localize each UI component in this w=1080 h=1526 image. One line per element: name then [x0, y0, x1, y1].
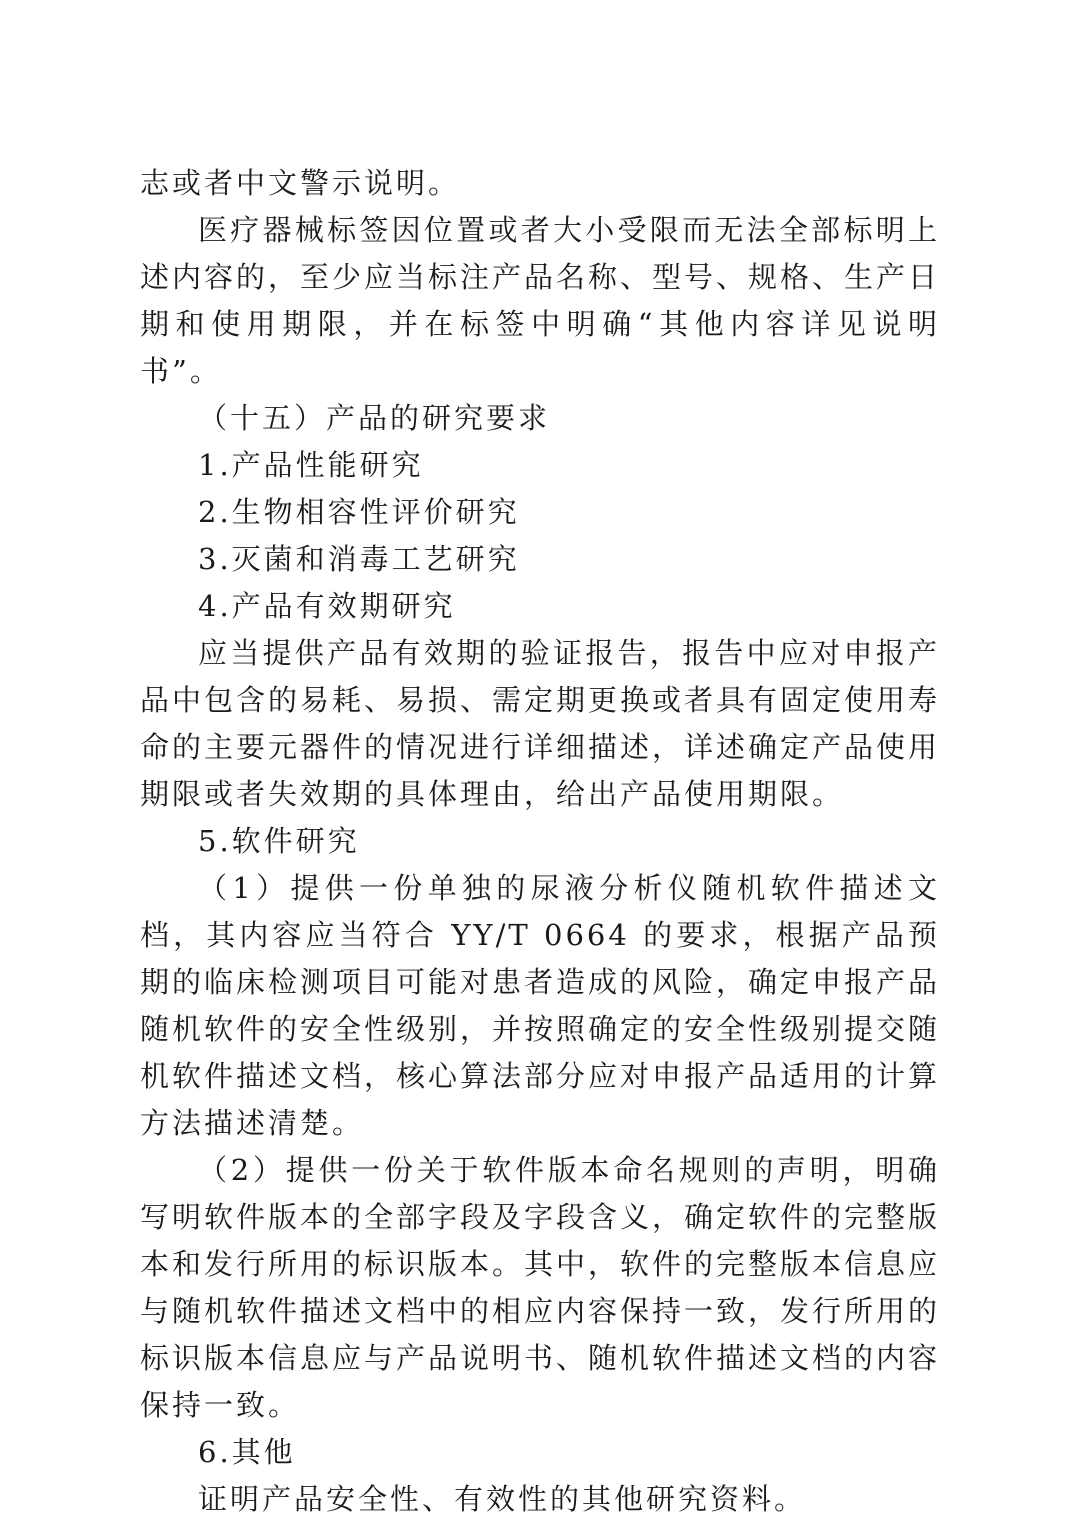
subheading-other: 6.其他 [198, 1435, 296, 1469]
subheading-biocompatibility: 2.生物相容性评价研究 [198, 495, 520, 529]
subheading-performance-research: 1.产品性能研究 [198, 448, 424, 482]
section-heading-research-requirements: （十五）产品的研究要求 [198, 401, 551, 435]
paragraph-software-item-1: （1）提供一份单独的尿液分析仪随机软件描述文档，其内容应当符合 YY/T 0664 的要求，根据产品预期的临床检测项目可能对患者造成的风险，确定申报产品随机软件的安全性级别，并按照确定的安全性级别提交随机软件描述文档，核心算法部分应对申报产品适用的计算方法描述清楚。 [140, 871, 941, 1140]
subheading-sterilization: 3.灭菌和消毒工艺研究 [198, 542, 520, 576]
paragraph-continuation: 志或者中文警示说明。 [140, 166, 461, 200]
paragraph-software-item-2: （2）提供一份关于软件版本命名规则的声明，明确写明软件版本的全部字段及字段含义，确定软件的完整版本和发行所用的标识版本。其中，软件的完整版本信息应与随机软件描述文档中的相应内容保持一致，发行所用的标识版本信息应与产品说明书、随机软件描述文档的内容保持一致。 [140, 1153, 941, 1422]
paragraph-other: 证明产品安全性、有效性的其他研究资料。 [198, 1482, 807, 1516]
subheading-software-research: 5.软件研究 [198, 824, 360, 858]
document-body [140, 160, 940, 1523]
paragraph-shelf-life: 应当提供产品有效期的验证报告，报告中应对申报产品中包含的易耗、易损、需定期更换或者具有固定使用寿命的主要元器件的情况进行详细描述，详述确定产品使用期限或者失效期的具体理由，给出产品使用期限。 [140, 636, 941, 811]
paragraph-label-limits: 医疗器械标签因位置或者大小受限而无法全部标明上述内容的，至少应当标注产品名称、型号、规格、生产日期和使用期限，并在标签中明确“其他内容详见说明书”。 [140, 213, 941, 388]
subheading-shelf-life: 4.产品有效期研究 [198, 589, 456, 623]
